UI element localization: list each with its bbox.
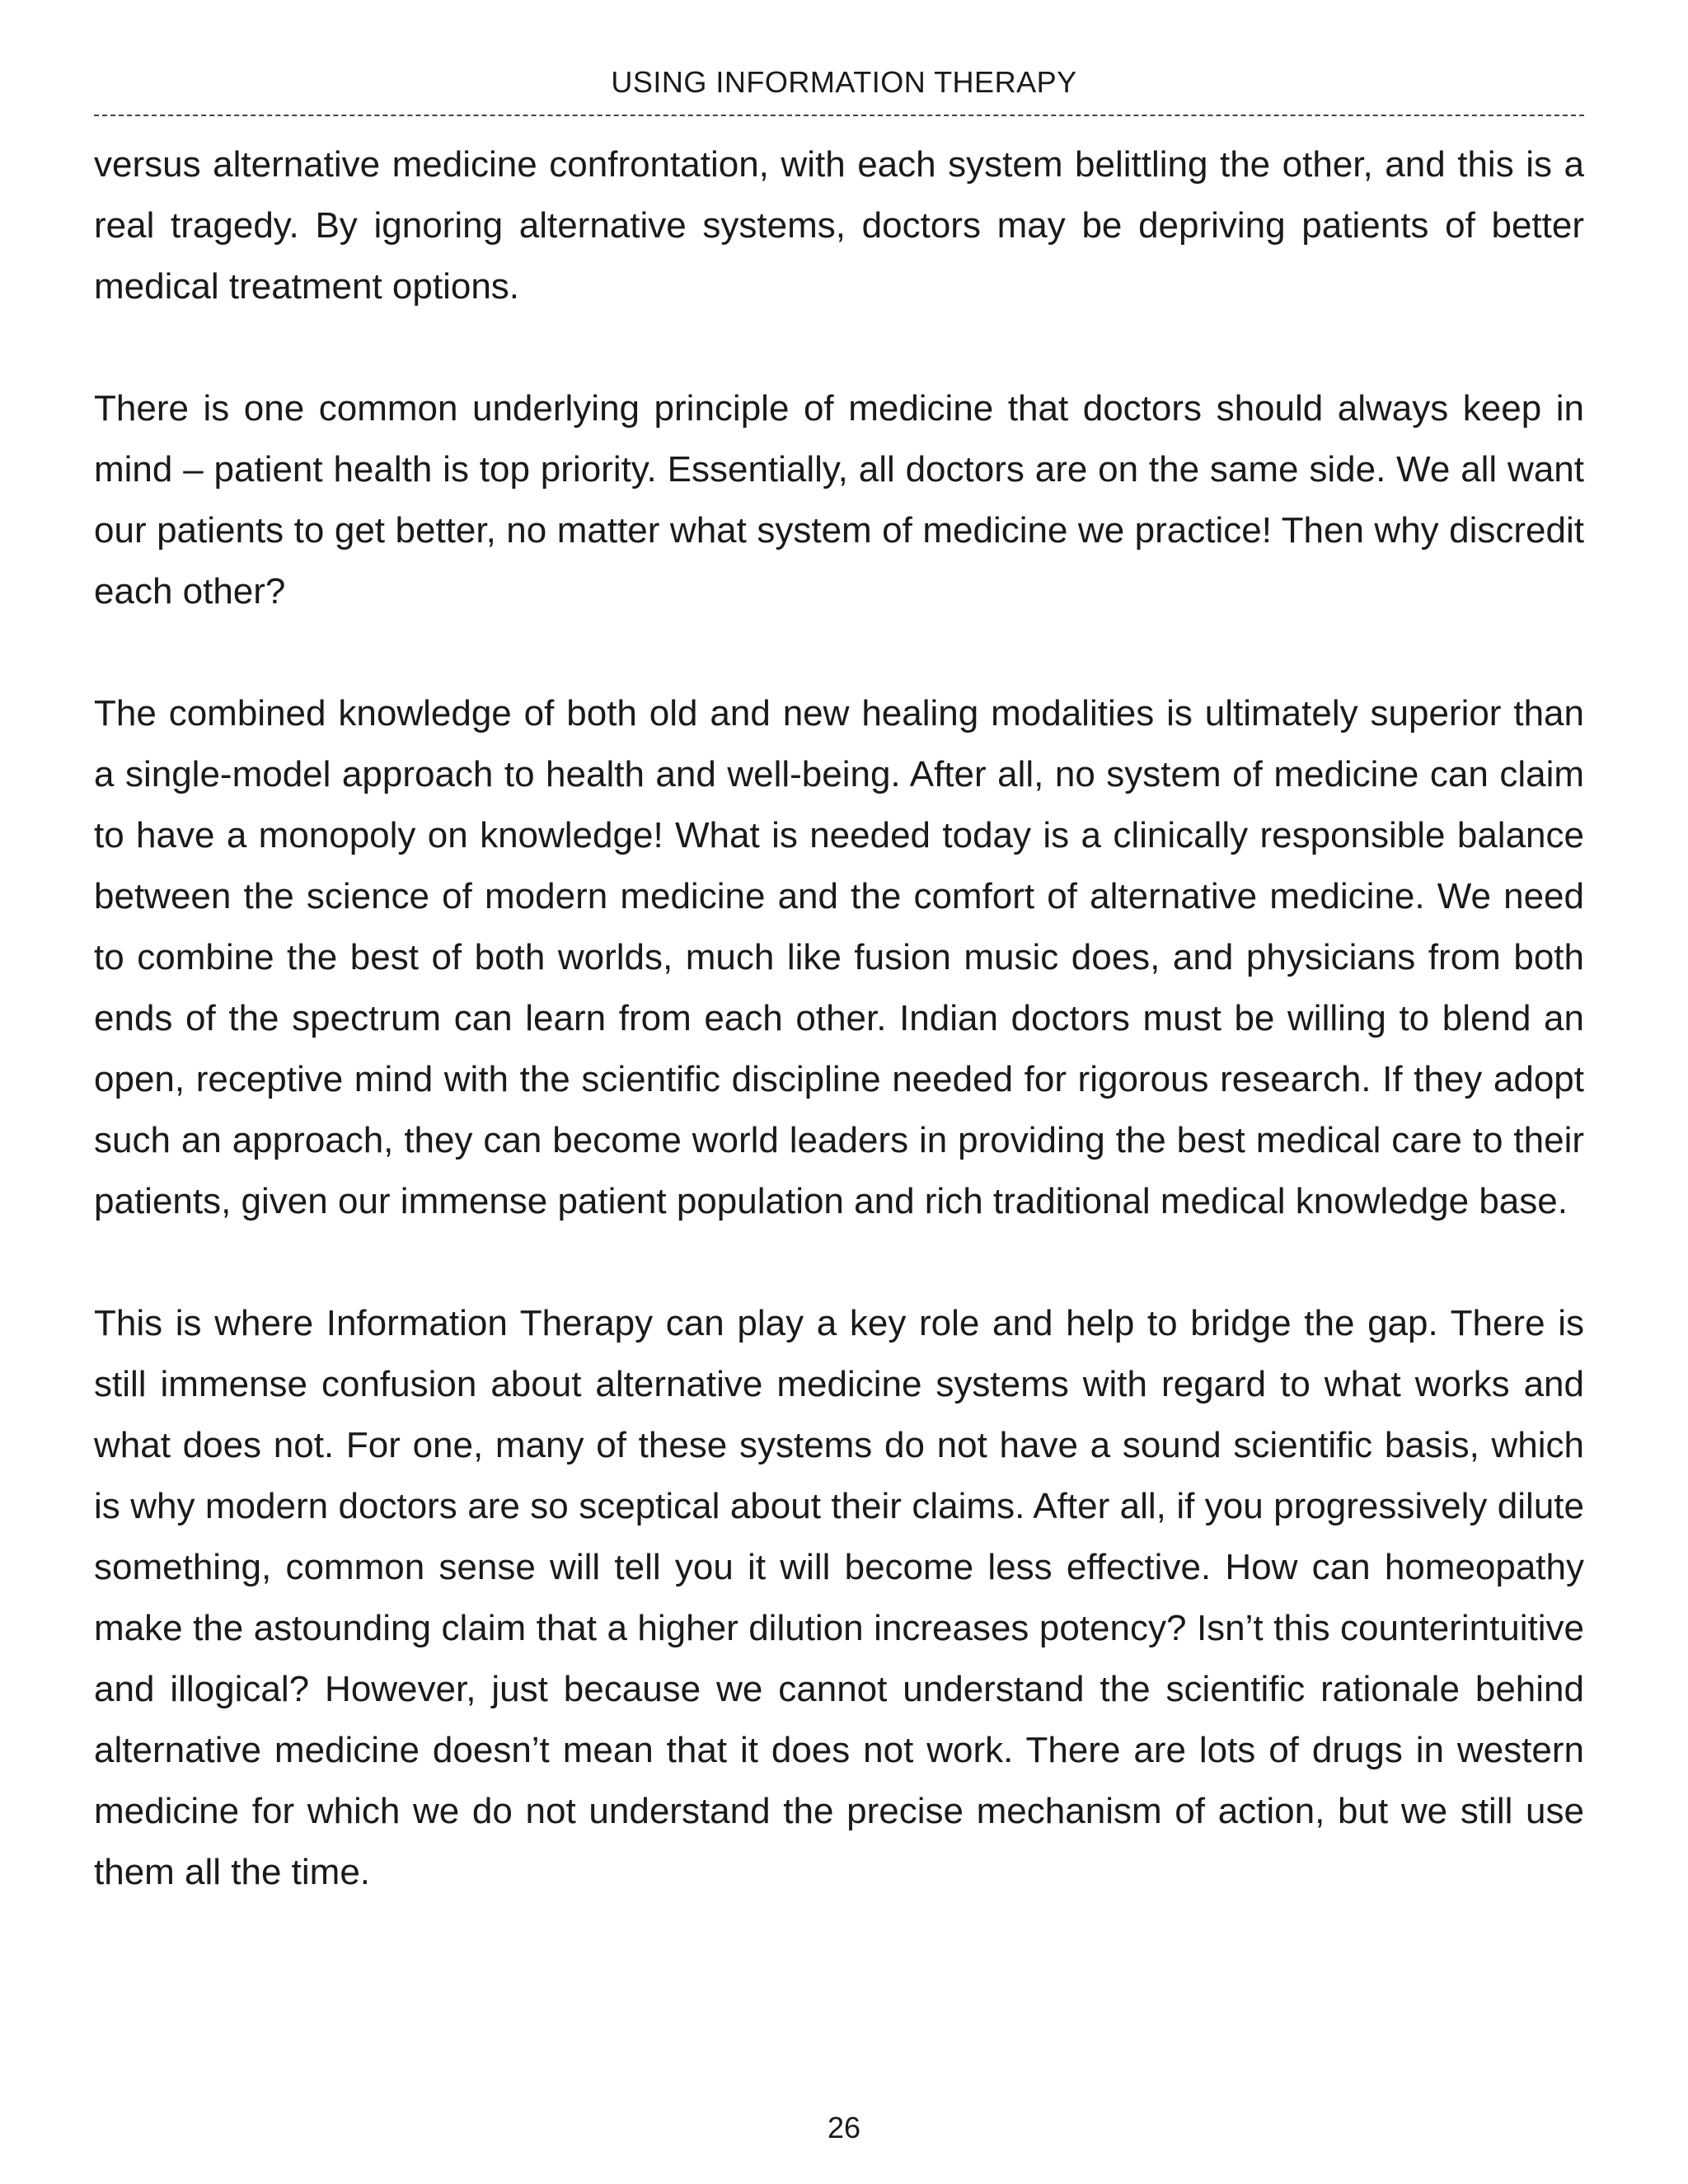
paragraph-2: There is one common underlying principle of medicine that doctors should always keep in mind – patient health is top priority. Essentially, all doctors are on the same side. We all want our patients to get better, no matter what system of medicine we practice! Then why discredit each other? <box>94 388 1584 612</box>
body-text <box>94 134 1584 1964</box>
header-dashed-rule <box>94 115 1584 116</box>
running-header: USING INFORMATION THERAPY <box>611 65 1077 99</box>
paragraph-1: versus alternative medicine confrontation, with each system belittling the other, and this is a real tragedy. By ignoring alternative systems, doctors may be depriving patients of better medical treatment options. <box>94 144 1584 307</box>
paragraph-3: The combined knowledge of both old and new healing modalities is ultimately superior than a single-model approach to health and well-being. After all, no system of medicine can claim to have a monopoly on knowledge! What is needed today is a clinically responsible balance between the science of modern medicine and the comfort of alternative medicine. We need to combine the best of both worlds, much like fusion music does, and physicians from both ends of the spectrum can learn from each other. Indian doctors must be willing to blend an open, receptive mind with the scientific discipline needed for rigorous research. If they adopt such an approach, they can become world leaders in providing the best medical care to their patients, given our immense patient population and rich traditional medical knowledge base. <box>94 693 1584 1221</box>
paragraph-4: This is where Information Therapy can play a key role and help to bridge the gap. There is still immense confusion about alternative medicine systems with regard to what works and what does not. For one, many of these systems do not have a sound scientific basis, which is why modern doctors are so sceptical about their claims. After all, if you progressively dilute something, common sense will tell you it will become less effective. How can homeopathy make the astounding claim that a higher dilution increases potency? Isn’t this counterintuitive and illogical? However, just because we cannot understand the scientific rationale behind alternative medicine doesn’t mean that it does not work. There are lots of drugs in western medicine for which we do not understand the precise mechanism of action, but we still use them all the time. <box>94 1303 1584 1892</box>
page-number: 26 <box>827 2111 861 2144</box>
